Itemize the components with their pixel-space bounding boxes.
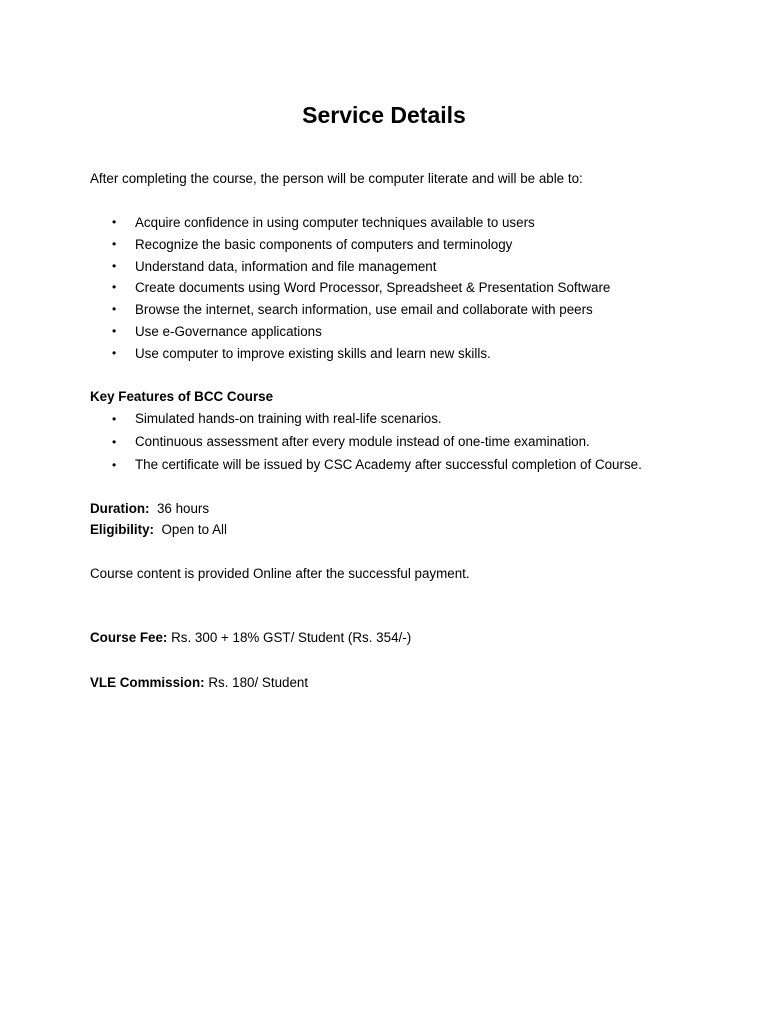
bullet-icon: •	[112, 215, 117, 229]
list-item: • Use e-Governance applications	[90, 321, 610, 343]
bullet-icon: •	[112, 323, 117, 338]
bullet-icon: •	[112, 434, 117, 449]
bullet-icon: •	[112, 412, 117, 426]
list-item: • The certificate will be issued by CSC Academy after successful completion of Course.	[90, 454, 642, 477]
duration-value: 36 hours	[156, 501, 210, 516]
course-fee-value: Rs. 300 + 18% GST/ Student (Rs. 354/-)	[171, 630, 412, 645]
vle-commission-line	[90, 673, 308, 693]
eligibility-label: Eligibility	[90, 522, 150, 537]
list-item: • Recognize the basic components of computers and terminology	[90, 234, 610, 256]
eligibility-line: Eligibility: Open to All	[90, 522, 227, 537]
content-note: Course content is provided Online after the successful payment.	[90, 566, 470, 581]
bullet-icon: •	[112, 280, 117, 295]
intro-text: After completing the course, the person will be computer literate and will be able to:	[90, 171, 583, 186]
features-list	[90, 408, 642, 476]
course-fee-label: Course Fee:	[90, 630, 168, 645]
list-item: • Create documents using Word Processor, Spreadsheet & Presentation Software	[90, 277, 610, 299]
bullet-icon: •	[112, 345, 117, 360]
page-title: Service Details	[302, 102, 466, 128]
list-item: • Continuous assessment after every module instead of one-time examination.	[90, 431, 642, 454]
list-item: • Browse the internet, search information, use email and collaborate with peers	[90, 299, 610, 321]
features-heading: Key Features of BCC Course	[90, 389, 274, 404]
bullet-icon: •	[112, 457, 117, 472]
vle-commission-value: Rs. 180/ Student	[208, 675, 309, 690]
bullet-icon: •	[112, 302, 117, 317]
bullet-icon: •	[112, 258, 117, 273]
list-item: • Simulated hands-on training with real-life scenarios.	[90, 408, 642, 431]
duration-label: Duration	[90, 501, 146, 516]
list-item: • Acquire confidence in using computer techniques available to users	[90, 212, 610, 234]
course-fee-line	[90, 628, 411, 648]
list-item: • Use computer to improve existing skills and learn new skills.	[90, 343, 610, 365]
list-item: • Understand data, information and file management	[90, 256, 610, 278]
outcomes-list	[90, 212, 610, 365]
vle-commission-label: VLE Commission:	[90, 675, 205, 690]
eligibility-value: Open to All	[161, 522, 227, 537]
duration-line: Duration: 36 hours	[90, 501, 210, 516]
bullet-icon: •	[112, 236, 117, 251]
